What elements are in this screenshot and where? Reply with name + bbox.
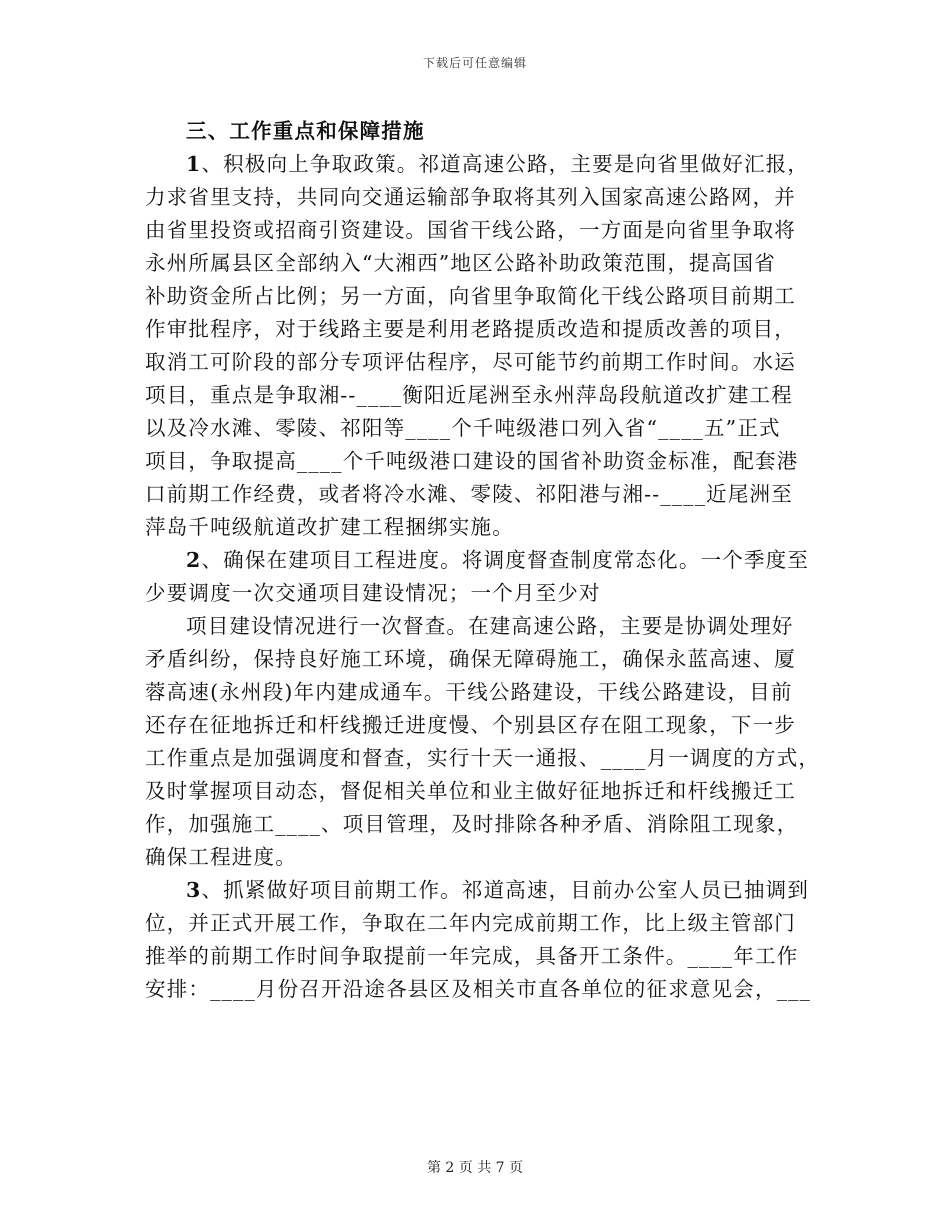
paragraph-2b-line: 还存在征地拆迁和杆线搬迁进度慢、个别县区存在阻工现象，下一步 xyxy=(145,713,796,737)
paragraph-1-line: 由省里投资或招商引资建设。国省干线公路，一方面是向省里争取将 xyxy=(145,218,796,242)
paragraph-1-line: 以及冷水滩、零陵、祁阳等____个千吨级港口列入省“____五”正式 xyxy=(145,416,781,440)
paragraph-1-line: 取消工可阶段的部分专项评估程序，尽可能节约前期工作时间。水运 xyxy=(145,350,796,374)
paragraph-1-line: 永州所属县区全部纳入“大湘西”地区公路补助政策范围，提高国省 xyxy=(145,251,776,275)
page-header-note: 下载后可任意编辑 xyxy=(422,56,527,70)
paragraph-2-line-1: 2、确保在建项目工程进度。将调度督查制度常态化。一个季度至 xyxy=(186,548,810,572)
paragraph-2b-line: 确保工程进度。 xyxy=(145,845,297,869)
paragraph-2b-line: 及时掌握项目动态，督促相关单位和业主做好征地拆迁和杆线搬迁工 xyxy=(145,779,796,803)
document-body xyxy=(145,115,821,1006)
paragraph-1-line: 作审批程序，对于线路主要是利用老路提质改造和提质改善的项目， xyxy=(145,317,796,341)
paragraph-2-number: 2 xyxy=(186,548,202,572)
section-heading: 三、工作重点和保障措施 xyxy=(186,119,425,143)
paragraph-1-line-1: 1、积极向上争取政策。祁道高速公路，主要是向省里做好汇报， xyxy=(186,152,810,176)
paragraph-1-line: 补助资金所占比例；另一方面，向省里争取简化干线公路项目前期工 xyxy=(145,284,796,308)
paragraph-2-line: 少要调度一次交通项目建设情况；一个月至少对 xyxy=(145,581,601,605)
paragraph-2b-line: 作，加强施工____、项目管理，及时排除各种矛盾、消除阻工现象， xyxy=(145,812,799,836)
paragraph-3-number: 3 xyxy=(186,878,202,902)
paragraph-1-line: 力求省里支持，共同向交通运输部争取将其列入国家高速公路网，并 xyxy=(145,185,796,209)
paragraph-1-line: 萍岛千吨级航道改扩建工程捆绑实施。 xyxy=(145,515,514,539)
paragraph-2b-line: 矛盾纠纷，保持良好施工环境，确保无障碍施工，确保永蓝高速、厦 xyxy=(145,647,796,671)
page-number-footer: 第 2 页 共 7 页 xyxy=(426,1160,524,1176)
paragraph-3-line: 推举的前期工作时间争取提前一年完成，具备开工条件。____年工作 xyxy=(145,944,799,968)
paragraph-3-line-1: 3、抓紧做好项目前期工作。祁道高速，目前办公室人员已抽调到 xyxy=(186,878,810,902)
paragraph-2b-line: 蓉高速(永州段)年内建成通车。干线公路建设，干线公路建设，目前 xyxy=(145,680,793,704)
paragraph-2b-line-1: 项目建设情况进行一次督查。在建高速公路，主要是协调处理好 xyxy=(186,614,794,638)
paragraph-1-line: 项目，重点是争取湘--____衡阳近尾洲至永州萍岛段航道改扩建工程 xyxy=(145,383,793,407)
paragraph-1-number: 1 xyxy=(186,152,202,176)
paragraph-3-line: 安排：____月份召开沿途各县区及相关市直各单位的征求意见会，___ xyxy=(145,977,812,1001)
paragraph-3-line: 位，并正式开展工作，争取在二年内完成前期工作，比上级主管部门 xyxy=(145,911,796,935)
paragraph-2b-line: 工作重点是加强调度和督查，实行十天一通报、____月一调度的方式， xyxy=(145,746,821,770)
paragraph-1-line: 项目，争取提高____个千吨级港口建设的国省补助资金标准，配套港 xyxy=(145,449,799,473)
paragraph-1-line: 口前期工作经费，或者将冷水滩、零陵、祁阳港与湘--____近尾洲至 xyxy=(145,482,793,506)
